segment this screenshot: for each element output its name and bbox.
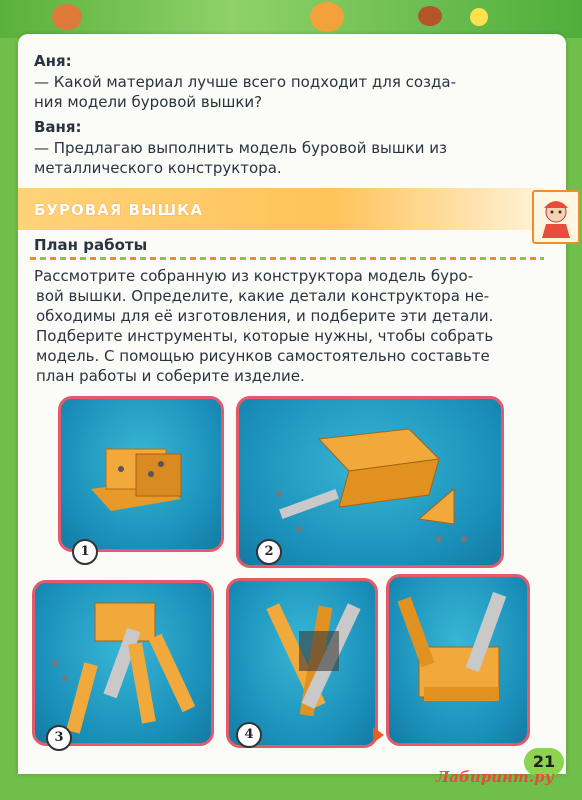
plan-line: план работы и соберите изделие.	[36, 367, 305, 385]
constructor-strips-image	[35, 583, 211, 743]
girl-mascot-icon	[532, 190, 580, 244]
watermark-logo: Лабиринт.ру	[436, 768, 554, 786]
plan-line: обходимы для её изготовления, и подберите эти детали.	[36, 307, 494, 325]
speaker-vanya: Ваня:	[34, 118, 82, 136]
decorative-top-band	[0, 0, 582, 38]
finished-tower-image	[389, 577, 527, 743]
constructor-parts-image	[239, 399, 501, 565]
page-number: 21	[524, 748, 564, 776]
speaker-anya: Аня:	[34, 52, 72, 70]
constructor-tower-image	[229, 581, 375, 745]
plan-line: вой вышки. Определите, какие детали конструктора не-	[36, 287, 490, 305]
plan-line: Рассмотрите собранную из конструктора модель буро-	[34, 267, 474, 285]
vanya-line-2: металлического конструктора.	[34, 159, 282, 177]
step-1-photo	[58, 396, 224, 552]
anya-line-1: — Какой материал лучше всего подходит для созда-	[34, 73, 457, 91]
step-badge: 2	[256, 539, 282, 565]
step-5-photo	[386, 574, 530, 746]
plan-line: модель. С помощью рисунков самостоятельно составьте	[36, 347, 490, 365]
plan-line: Подберите инструменты, которые нужны, чтобы собрать	[36, 327, 494, 345]
section-title: БУРОВАЯ ВЫШКА	[34, 201, 203, 219]
flower-decoration	[470, 8, 488, 26]
vanya-line-1: — Предлагаю выполнить модель буровой вышки из	[34, 139, 447, 157]
plan-text	[34, 266, 512, 386]
step-3-photo	[32, 580, 214, 746]
ball-decoration	[310, 2, 344, 32]
step-badge: 3	[46, 725, 72, 751]
step-badge: 4	[236, 722, 262, 748]
ball-decoration	[418, 6, 442, 26]
step-badge: 1	[72, 539, 98, 565]
constructor-base-image	[61, 399, 221, 549]
next-arrow-icon	[373, 727, 384, 743]
plan-title: План работы	[34, 236, 148, 254]
anya-line-2: ния модели буровой вышки?	[34, 93, 263, 111]
dashed-divider	[30, 257, 544, 260]
ball-decoration	[52, 4, 82, 30]
